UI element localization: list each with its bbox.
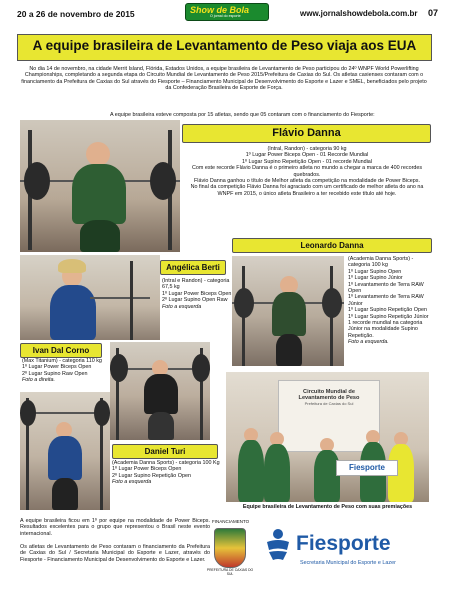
leonardo-details [348,256,430,346]
logo-text: Show de Bola [190,5,250,15]
intro-composition: A equipe brasileira esteve composta por 15 atletas, sendo que 05 contaram com o financiamento do Fiesporte: [110,112,375,118]
label-angelica-berti: Angélica Berti [160,260,226,275]
ivan-note: Foto a direita. [22,377,55,384]
ivan-line-1: (Max Titanium) - categoria 110 kg [22,358,102,364]
photo-ivan-bench [20,392,110,510]
angelica-line-3: 2º Lugar Supino Open Raw [162,297,228,304]
label-ivan-dal-corno: Ivan Dal Corno [20,343,102,358]
daniel-details [112,460,220,486]
label-flavio-danna: Flávio Danna [182,124,431,143]
label-leonardo-danna: Leonardo Danna [232,238,432,253]
flavio-line-6: No final da competição Flávio Danna foi agraciado com um certificado de melhor atleta do ano na WNPF em 2015, o único atleta Brasileiro a ter recebido este título até hoje. [190,184,424,197]
intro-paragraph: No dia 14 de novembro, na cidade Merrit Island, Flórida, Estados Unidos, a equipe brasileira de Levantamento de Peso participou do 24º WNPF World Powerlifting Championships, completando a segunda etapa do Circuito Mundial de Levantamento de Peso 2015/Prefeitura de Caxias do Sul. Os atletas caxienses contaram com o financiamento da Prefeitura de Caxias do Sul através do Fiesporte – Financiamento Municipal de Desenvolvimento do Esporte e Lazer e SMEL, beneficiados pelo projeto da Confederação Brasileira de Esporte de Força. [21,66,427,92]
photo-ivan-dal-corno [110,342,210,440]
banner-line-2: Levantamento de Peso [298,395,360,401]
banner-line-1: Circuito Mundial de [303,389,355,395]
newspaper-logo [185,3,269,21]
flavio-line-4: Com este recorde Flávio Danna é o primeiro atleta no mundo a chegar a marca de 400 recordes quebrados. [191,165,423,178]
ivan-line-2: 1º Lugar Power Biceps Open [22,364,92,371]
label-daniel-turi: Daniel Turi [112,444,218,459]
fiesporte-symbol [263,528,293,562]
leonardo-line-8: 1 recorde mundial na categoria Júnior na modalidade Supino Repetição. [348,320,423,339]
daniel-line-2: 1º Lugar Power Biceps Open [112,466,182,473]
daniel-line-1: (Academia Danna Sports) - categoria 100 Kg [112,460,220,466]
flavio-line-3: 1º Lugar Supino Repetição Open - 01 recorde Mundial [242,158,372,165]
leonardo-line-7: 1º Lugar Supino Repetição Júnior [348,313,429,320]
daniel-note: Foto a esquerda [112,479,152,486]
fiesporte-flag-text: Fiesporte [348,463,385,472]
closing-paragraph-1: A equipe brasileira ficou em 1º por equipe na modalidade de Power Biceps. Resultados excelentes para o grupo que representou o Brasil neste evento internacional. [20,518,210,537]
header-bar [0,0,450,22]
closing-paragraph-2: Os atletas de Levantamento de Peso contaram o financiamento da Prefeitura de Caxias do Sul / Secretaria Municipal do Esporte e Lazer, através do Fiesporte - Financiamento Municipal de Desenvolvimento do Esporte e Lazer. [20,544,210,563]
angelica-line-1: (Intral e Randon) - categoria 67,5 kg [162,278,230,291]
leonardo-note: Foto a esquerda. [348,339,389,346]
leonardo-line-4: 1º Levantamento de Terra RAW Open [348,281,424,295]
flavio-line-1: (Intral, Randon) - categoria 90 kg [267,146,347,152]
angelica-line-2: 1º Lugar Power Biceps Open [162,290,232,297]
fiesporte-flag [336,460,398,476]
ivan-details [22,358,102,384]
leonardo-line-3: 1º Lugar Supino Júnior [348,275,403,282]
page-number: 07 [428,8,439,18]
leonardo-line-6: 1º Lugar Supino Repetição Open [348,307,427,314]
sponsor-label: FINANCIAMENTO [212,519,250,524]
daniel-line-3: 2º Lugar Supino Repetição Open [112,472,191,479]
leonardo-line-1: (Academia Danna Sports) - categoria 100 kg [348,256,414,269]
issue-date: 20 a 26 de novembro de 2015 [17,9,135,19]
team-photo-caption: Equipe brasileira de Levantamento de Peso com suas premiações [242,504,413,510]
flavio-details [184,146,430,197]
logo-subtitle: O jornal do esporte [210,14,241,18]
ivan-line-3: 2º Lugar Supino Raw Open [22,370,88,377]
leonardo-line-2: 1º Lugar Supino Open [348,268,402,275]
angelica-details [162,278,232,310]
caxias-coat-of-arms [214,528,246,568]
headline: A equipe brasileira de Levantamento de Peso viaja aos EUA [32,38,417,53]
fiesporte-logo: Fiesporte [296,532,391,555]
photo-flavio-danna [20,120,180,252]
website-link[interactable]: www.jornalshowdebola.com.br [300,9,418,18]
angelica-note: Foto a esquerda [162,303,202,310]
photo-leonardo-danna [232,256,344,366]
photo-angelica-berti [20,255,160,340]
flavio-line-5: Flávio Danna ganhou o título de Melhor atleta da competição na modalidade de Power Biceps. [194,178,420,185]
flavio-line-2: 1º Lugar Power Biceps Open - 01 Recorde Mundial [245,152,369,159]
caxias-label: PREFEITURA DE CAXIAS DO SUL [206,568,254,576]
photo-team [226,372,429,502]
fiesporte-tagline: Secretaria Municipal do Esporte e Lazer [300,560,396,566]
banner-line-3: Prefeitura de Caxias do Sul [304,401,354,406]
leonardo-line-5: 1º Levantamento de Terra RAW Júnior [348,294,424,307]
